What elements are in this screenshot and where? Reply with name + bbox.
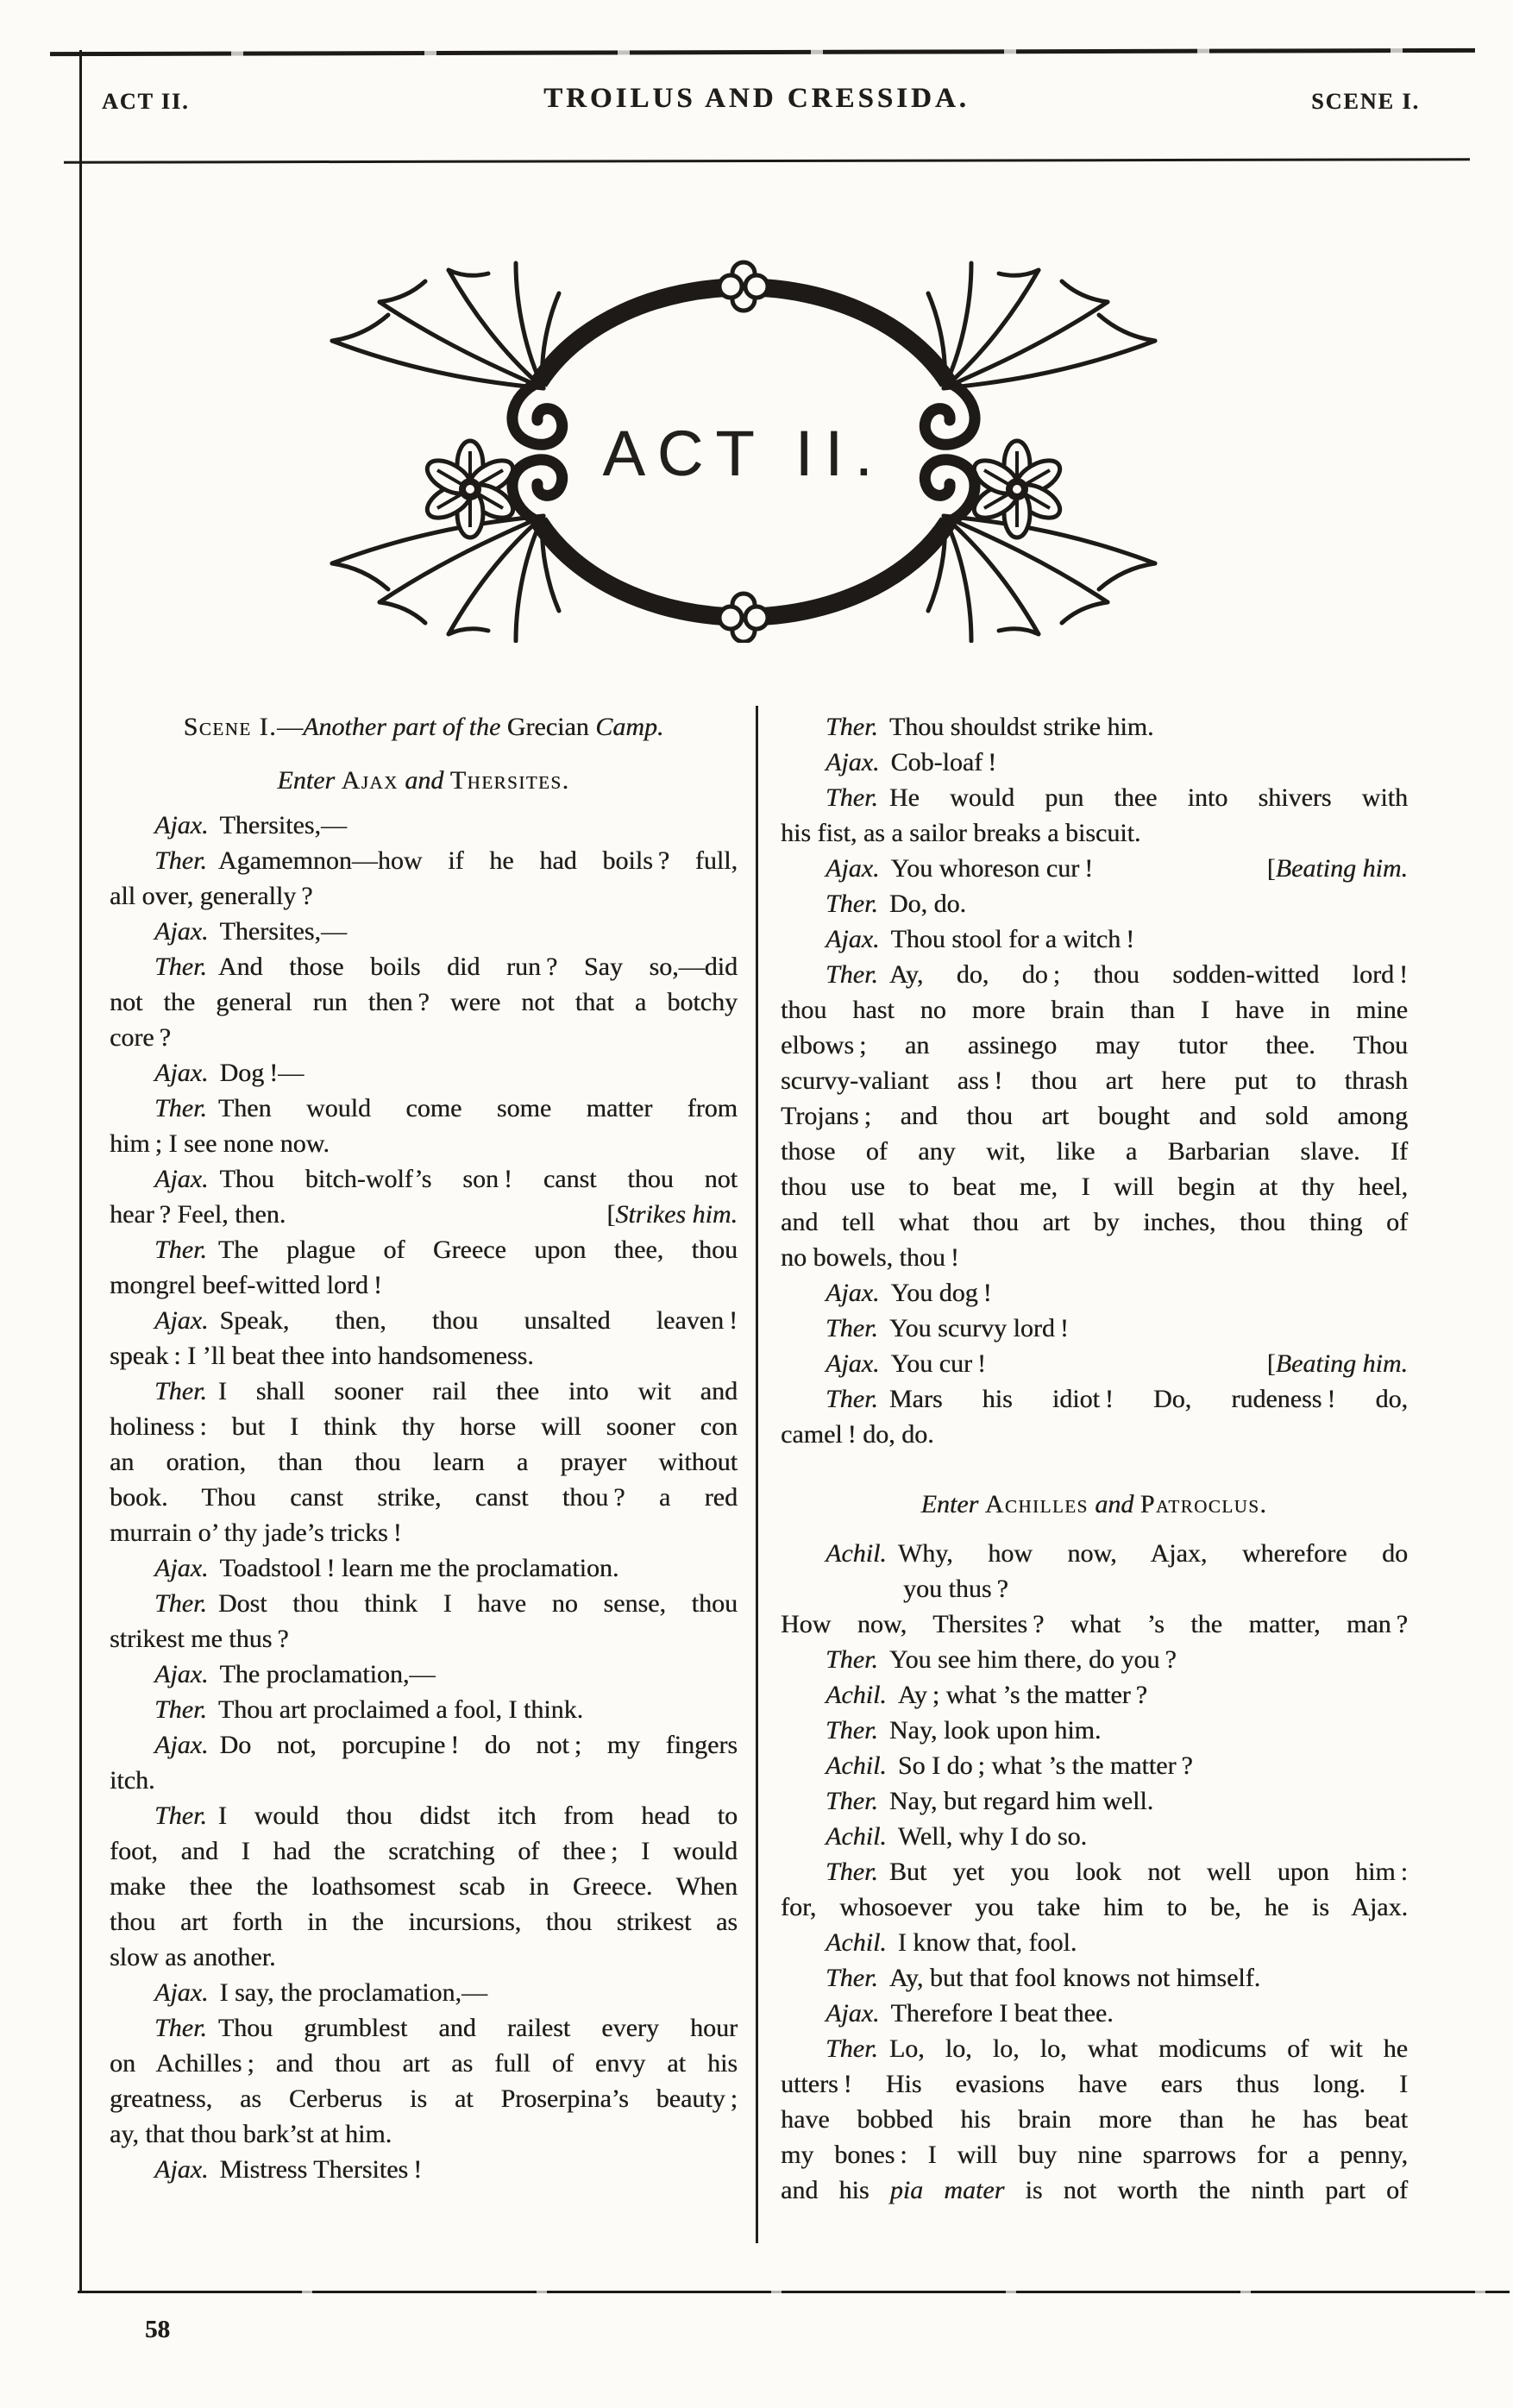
- text-line: [781, 745, 1408, 780]
- text-line: [110, 1975, 738, 2010]
- text-line: [110, 914, 738, 949]
- text-line: [781, 1063, 1408, 1098]
- speaker-label: Ther.: [826, 1385, 878, 1413]
- text-segment: Thersites,—: [219, 811, 347, 839]
- text-line: [781, 921, 1408, 957]
- text-segment: You cur !: [890, 1349, 986, 1378]
- text-line: [781, 1854, 1408, 1889]
- text-segment: Achilles: [984, 1490, 1089, 1518]
- text-line: [110, 2010, 738, 2046]
- page-number: 58: [145, 2316, 170, 2343]
- speaker-label: Ajax.: [826, 925, 880, 953]
- text-line: [110, 1020, 738, 1055]
- text-segment: So I do ; what ’s the matter ?: [897, 1751, 1193, 1780]
- text-segment: Lo, lo, lo, lo, what modicums of wit he: [888, 2034, 1408, 2063]
- text-segment: Camp.: [595, 713, 664, 741]
- text-line: [781, 1996, 1408, 2031]
- text-line: [110, 1267, 738, 1303]
- text-line: [781, 1028, 1408, 1063]
- speaker-label: Ther.: [826, 1964, 878, 1992]
- spiral-top-right: [925, 382, 975, 444]
- text-line: [110, 1480, 738, 1515]
- column-divider-rule: [756, 706, 758, 2243]
- text-line: [781, 1311, 1408, 1346]
- act-ornament: [285, 255, 1234, 643]
- text-line: [110, 1232, 738, 1267]
- text-segment: have bobbed his brain more than he has beat: [781, 2105, 1408, 2134]
- text-segment: Enter: [277, 766, 342, 795]
- speaker-label: Ajax.: [154, 1059, 209, 1087]
- text-segment: utters ! His evasions have ears thus long. I: [781, 2070, 1408, 2098]
- speaker-label: Ther.: [154, 1589, 207, 1618]
- text-segment: The plague of Greece upon thee, thou: [217, 1235, 738, 1264]
- text-segment: is not worth the ninth part of: [1004, 2176, 1409, 2204]
- speaker-label: Ther.: [826, 713, 878, 741]
- text-segment: And those boils did run ? Say so,—did: [217, 953, 738, 981]
- text-segment: Cob-loaf !: [890, 748, 997, 776]
- speaker-label: Ajax.: [154, 1731, 209, 1759]
- text-segment: itch.: [110, 1766, 155, 1795]
- speaker-label: Ajax.: [154, 1165, 209, 1193]
- text-segment: Ay ; what ’s the matter ?: [897, 1681, 1147, 1709]
- text-segment: Then would come some matter from: [217, 1094, 738, 1122]
- stage-direction: [Strikes him.: [606, 1200, 738, 1229]
- text-segment: speak : I ’ll beat thee into handsomeness.: [110, 1342, 534, 1370]
- text-line: [110, 2152, 738, 2187]
- ornament-act-title: ACT II.: [602, 418, 885, 489]
- text-line: [110, 1586, 738, 1621]
- text-segment: Nay, look upon him.: [888, 1716, 1102, 1745]
- text-segment: Thou grumblest and railest every hour: [217, 2014, 738, 2042]
- scene-heading: [110, 709, 738, 745]
- left-column: [110, 709, 738, 2187]
- text-segment: not the general run then ? were not that a botchy: [110, 988, 738, 1016]
- quatrefoil-bottom: [719, 594, 768, 642]
- text-segment: I shall sooner rail thee into wit and: [217, 1377, 738, 1405]
- text-line: [110, 1798, 738, 1833]
- text-segment: and tell what thou art by inches, thou thing of: [781, 1208, 1408, 1236]
- text-segment: greatness, as Cerberus is at Proserpina’s beauty ;: [110, 2084, 738, 2113]
- speaker-label: Ajax.: [826, 748, 880, 776]
- text-segment: you thus ?: [903, 1575, 1008, 1603]
- text-line: [110, 1621, 738, 1657]
- speaker-label: Achil.: [826, 1751, 887, 1780]
- stage-entry: [110, 763, 738, 798]
- text-line: [110, 1550, 738, 1586]
- text-line: [110, 1515, 738, 1550]
- top-border-rule: [50, 48, 1475, 56]
- text-line: [110, 1161, 738, 1197]
- speaker-label: Ther.: [154, 1801, 207, 1830]
- text-line: [110, 1833, 738, 1869]
- text-segment: But yet you look not well upon him :: [888, 1858, 1408, 1886]
- text-segment: no bowels, thou !: [781, 1243, 959, 1272]
- text-segment: Scene I.: [183, 713, 278, 741]
- text-line: [781, 1275, 1408, 1311]
- text-segment: Dost thou think I have no sense, thou: [217, 1589, 738, 1618]
- speaker-label: Ajax.: [154, 917, 209, 946]
- text-line: [110, 2046, 738, 2081]
- text-line: [781, 1960, 1408, 1996]
- text-segment: murrain o’ thy jade’s tricks !: [110, 1518, 402, 1547]
- speaker-label: Ajax.: [826, 854, 880, 883]
- text-segment: for, whosoever you take him to be, he is Ajax.: [781, 1893, 1408, 1921]
- bottom-border-rule: [78, 2291, 1510, 2293]
- text-line: [110, 1303, 738, 1338]
- text-line: [110, 1869, 738, 1904]
- text-segment: Thou art proclaimed a fool, I think.: [217, 1695, 584, 1724]
- text-line: [781, 780, 1408, 815]
- speaker-label: Ajax.: [154, 1978, 209, 2007]
- text-line: [110, 1409, 738, 1444]
- quatrefoil-top: [719, 262, 768, 311]
- speaker-label: Achil.: [826, 1822, 887, 1851]
- running-head-act: ACT II.: [102, 89, 190, 114]
- text-line: [781, 1889, 1408, 1925]
- text-segment: Why, how now, Ajax, wherefore do: [897, 1539, 1408, 1568]
- text-segment: on Achilles ; and thou art as full of envy at his: [110, 2049, 738, 2078]
- text-line: [781, 1417, 1408, 1452]
- text-segment: and his: [781, 2176, 890, 2204]
- speaker-label: Ther.: [826, 1645, 878, 1674]
- text-line: [781, 2137, 1408, 2172]
- text-segment: Therefore I beat thee.: [890, 1999, 1114, 2028]
- text-line: [781, 1748, 1408, 1783]
- text-segment: The proclamation,—: [219, 1660, 436, 1688]
- text-line: [110, 843, 738, 878]
- text-line: [110, 1727, 738, 1763]
- text-line: [781, 1571, 1408, 1606]
- text-line: [110, 1763, 738, 1798]
- spiral-bottom-right: [925, 460, 975, 522]
- text-line: [110, 949, 738, 984]
- text-segment: holiness : but I think thy horse will sooner con: [110, 1412, 738, 1441]
- text-line: [110, 878, 738, 914]
- text-line: [110, 808, 738, 843]
- text-segment: You whoreson cur !: [890, 854, 1094, 883]
- text-segment: hear ? Feel, then.: [110, 1200, 286, 1229]
- text-segment: an oration, than thou learn a prayer without: [110, 1448, 738, 1476]
- speaker-label: Ther.: [826, 890, 878, 918]
- text-line: [110, 1904, 738, 1940]
- text-segment: Nay, but regard him well.: [888, 1787, 1154, 1815]
- flourish-lower-right: [928, 516, 1155, 641]
- text-line: [781, 1240, 1408, 1275]
- speaker-label: Achil.: [826, 1681, 887, 1709]
- text-segment: Thou shouldst strike him.: [888, 713, 1154, 741]
- speaker-label: Ajax.: [154, 811, 209, 839]
- text-line: [110, 2081, 738, 2116]
- speaker-label: Ther.: [154, 1235, 207, 1264]
- spiral-bottom-left: [512, 460, 562, 522]
- text-segment: Ay, do, do ; thou sodden-witted lord !: [888, 960, 1408, 989]
- text-line: [110, 1338, 738, 1374]
- text-segment: I would thou didst itch from head to: [217, 1801, 738, 1830]
- speaker-label: Ajax.: [826, 1279, 880, 1307]
- text-segment: Another part of the: [303, 713, 507, 741]
- text-line: [110, 1197, 738, 1232]
- text-line: [110, 1940, 738, 1975]
- text-segment: Do, do.: [888, 890, 967, 918]
- text-line: [110, 1055, 738, 1091]
- text-segment: ay, that thou bark’st at him.: [110, 2120, 392, 2148]
- text-segment: Toadstool ! learn me the proclamation.: [219, 1554, 619, 1582]
- left-border-rule: [79, 50, 82, 2293]
- text-segment: make thee the loathsomest scab in Greece. When: [110, 1872, 738, 1901]
- text-segment: elbows ; an assinego may tutor thee. Thou: [781, 1031, 1408, 1059]
- speaker-label: Achil.: [826, 1539, 887, 1568]
- text-segment: thou hast no more brain than I have in mine: [781, 996, 1408, 1024]
- text-segment: Dog !—: [219, 1059, 304, 1087]
- text-line: [781, 1536, 1408, 1571]
- text-segment: You dog !: [890, 1279, 992, 1307]
- text-line: [781, 1134, 1408, 1169]
- text-line: [781, 992, 1408, 1028]
- text-line: [781, 1713, 1408, 1748]
- speaker-label: Ther.: [826, 960, 878, 989]
- running-head-scene: SCENE I.: [1311, 89, 1420, 114]
- text-line: [781, 1606, 1408, 1642]
- speaker-label: Ajax.: [154, 1660, 209, 1688]
- speaker-label: Ther.: [826, 2034, 878, 2063]
- text-segment: foot, and I had the scratching of thee ; I would: [110, 1837, 738, 1865]
- speaker-label: Ther.: [154, 1377, 207, 1405]
- text-segment: thou use to beat me, I will begin at thy heel,: [781, 1173, 1408, 1201]
- right-column: [781, 709, 1408, 2208]
- text-line: [781, 1204, 1408, 1240]
- text-segment: I say, the proclamation,—: [219, 1978, 487, 2007]
- text-line: [781, 1677, 1408, 1713]
- speaker-label: Ther.: [826, 1314, 878, 1342]
- text-segment: strikest me thus ?: [110, 1625, 289, 1653]
- text-segment: core ?: [110, 1023, 171, 1052]
- text-line: [110, 2116, 738, 2152]
- speaker-label: Ajax.: [154, 1306, 209, 1335]
- speaker-label: Ther.: [154, 846, 207, 875]
- text-line: [110, 984, 738, 1020]
- text-line: [781, 1819, 1408, 1854]
- speaker-label: Ajax.: [154, 1554, 209, 1582]
- text-line: [781, 1346, 1408, 1381]
- text-line: [110, 1126, 738, 1161]
- text-line: [781, 1925, 1408, 1960]
- text-segment: You see him there, do you ?: [888, 1645, 1177, 1674]
- text-line: [110, 1692, 738, 1727]
- stage-direction: [Beating him.: [1266, 854, 1408, 883]
- text-segment: slow as another.: [110, 1943, 276, 1971]
- act-ornament-graphic: [285, 255, 1234, 643]
- text-segment: Thou bitch-wolf’s son ! canst thou not: [219, 1165, 738, 1193]
- stage-direction: [Beating him.: [1266, 1349, 1408, 1378]
- text-segment: Enter: [920, 1490, 985, 1518]
- text-segment: Thersites.: [449, 766, 570, 795]
- flourish-upper-right: [928, 263, 1155, 388]
- speaker-label: Ajax.: [826, 1999, 880, 2028]
- text-segment: pia mater: [889, 2176, 1005, 2204]
- speaker-label: Ther.: [826, 1787, 878, 1815]
- speaker-label: Ther.: [826, 783, 878, 812]
- rosette-left: [422, 441, 518, 538]
- text-line: [781, 2102, 1408, 2137]
- speaker-label: Ther.: [826, 1858, 878, 1886]
- text-segment: He would pun thee into shivers with: [888, 783, 1408, 812]
- text-line: [781, 851, 1408, 886]
- text-segment: —: [277, 713, 304, 741]
- text-segment: thou art forth in the incursions, thou strikest as: [110, 1908, 738, 1936]
- text-line: [781, 886, 1408, 921]
- text-segment: Agamemnon—how if he had boils ? full,: [217, 846, 738, 875]
- text-segment: my bones : I will buy nine sparrows for a penny,: [781, 2141, 1408, 2169]
- rosette-right: [969, 441, 1065, 538]
- text-segment: scurvy-valiant ass ! thou art here put to thrash: [781, 1066, 1408, 1095]
- text-segment: him ; I see none now.: [110, 1129, 330, 1158]
- text-line: [781, 2031, 1408, 2066]
- speaker-label: Ther.: [154, 1695, 207, 1724]
- header-rule: [64, 158, 1470, 163]
- text-segment: You scurvy lord !: [888, 1314, 1069, 1342]
- spiral-top-left: [512, 382, 562, 444]
- text-segment: Thersites,—: [219, 917, 347, 946]
- speaker-label: Ajax.: [826, 1349, 880, 1378]
- text-line: [781, 1098, 1408, 1134]
- speaker-label: Ther.: [154, 953, 207, 981]
- speaker-label: Achil.: [826, 1928, 887, 1957]
- text-line: [781, 2066, 1408, 2102]
- text-segment: Ajax: [341, 766, 399, 795]
- flourish-upper-left: [332, 263, 559, 388]
- text-line: [781, 957, 1408, 992]
- text-segment: Trojans ; and thou art bought and sold among: [781, 1102, 1408, 1130]
- text-segment: Well, why I do so.: [897, 1822, 1088, 1851]
- speaker-label: Ther.: [826, 1716, 878, 1745]
- stage-entry-mid: [781, 1487, 1408, 1522]
- text-segment: Mars his idiot ! Do, rudeness ! do,: [888, 1385, 1408, 1413]
- text-line: [110, 1374, 738, 1409]
- text-line: [781, 2172, 1408, 2208]
- speaker-label: Ther.: [154, 1094, 207, 1122]
- text-segment: and: [1088, 1490, 1140, 1518]
- text-line: [781, 815, 1408, 851]
- text-line: [110, 1657, 738, 1692]
- text-segment: Ay, but that fool knows not himself.: [888, 1964, 1261, 1992]
- text-segment: Do not, porcupine ! do not ; my fingers: [219, 1731, 738, 1759]
- text-segment: his fist, as a sailor breaks a biscuit.: [781, 819, 1141, 847]
- text-line: [110, 1091, 738, 1126]
- text-segment: and: [398, 766, 450, 795]
- text-segment: book. Thou canst strike, canst thou ? a red: [110, 1483, 738, 1512]
- text-line: [781, 1642, 1408, 1677]
- text-line: [781, 1169, 1408, 1204]
- speaker-label: Ther.: [154, 2014, 207, 2042]
- text-segment: Speak, then, thou unsalted leaven !: [219, 1306, 738, 1335]
- text-segment: I know that, fool.: [897, 1928, 1077, 1957]
- text-segment: mongrel beef-witted lord !: [110, 1271, 382, 1299]
- speaker-label: Ajax.: [154, 2155, 209, 2184]
- text-line: [781, 709, 1408, 745]
- running-head-title: TROILUS AND CRESSIDA.: [543, 83, 970, 114]
- text-segment: those of any wit, like a Barbarian slave. If: [781, 1137, 1408, 1166]
- text-segment: How now, Thersites ? what ’s the matter, man ?: [781, 1610, 1408, 1638]
- text-line: [110, 1444, 738, 1480]
- text-segment: Thou stool for a witch !: [890, 925, 1135, 953]
- text-segment: Mistress Thersites !: [219, 2155, 423, 2184]
- text-segment: Grecian: [506, 713, 596, 741]
- text-segment: all over, generally ?: [110, 882, 313, 910]
- text-segment: camel ! do, do.: [781, 1420, 934, 1449]
- text-line: [781, 1381, 1408, 1417]
- text-line: [781, 1783, 1408, 1819]
- text-segment: Patroclus.: [1139, 1490, 1268, 1518]
- flourish-lower-left: [332, 516, 559, 641]
